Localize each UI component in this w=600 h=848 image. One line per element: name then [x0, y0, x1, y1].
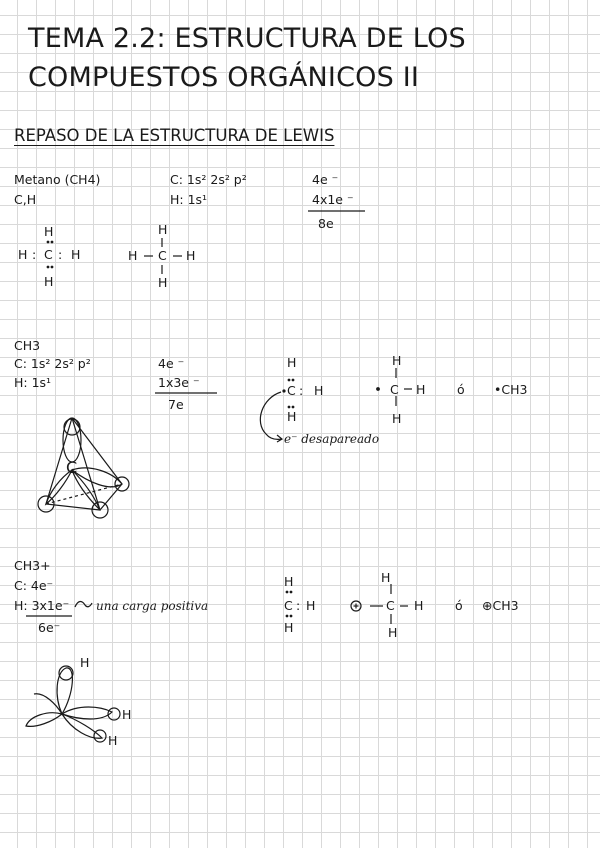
ch3-count-h: 1x3e ⁻ — [158, 375, 200, 390]
ch3plus-charge-note: una carga positiva — [96, 599, 209, 613]
trigonal-h-top: H — [80, 655, 90, 670]
methane-count-c: 4e ⁻ — [312, 172, 339, 187]
ch3-line-h-top: H — [392, 353, 402, 368]
ch3plus-or: ó — [455, 598, 463, 613]
ch3-unpaired-note: e⁻ desapareado — [284, 432, 380, 446]
ch3-count-c: 4e ⁻ — [158, 356, 185, 371]
ch3-radical-formula: •CH3 — [494, 382, 528, 397]
ch3-name: CH3 — [14, 338, 41, 353]
ch3-line-c: C — [390, 382, 399, 397]
methane-line-h-left: H — [128, 248, 138, 263]
methane-formula: C,H — [14, 192, 37, 207]
ch3-line-h-right: H — [416, 382, 426, 397]
ch3-config-h: H: 1s¹ — [14, 375, 52, 390]
page-title-line-1: TEMA 2.2: ESTRUCTURA DE LOS — [28, 23, 466, 54]
methane-config-c: C: 1s² 2s² p² — [170, 172, 247, 187]
methane-bond-lines — [140, 236, 190, 278]
ch3-line-h-bottom: H — [392, 411, 402, 426]
ch3plus-line-h-right: H — [414, 598, 424, 613]
ch3plus-dot-c: C — [284, 598, 293, 613]
ch3plus-cation-formula: ⊕CH3 — [482, 598, 519, 613]
ch3-dot-sep: : — [299, 383, 304, 398]
methane-line-h-bottom: H — [158, 275, 168, 290]
ch3plus-dot-sep: : — [296, 598, 301, 613]
ch3plus-line-h-top: H — [381, 570, 391, 585]
methane-line-h-top: H — [158, 222, 168, 237]
ch3plus-sum-line — [26, 615, 76, 619]
methane-total: 8e — [318, 216, 334, 231]
tetrahedral-orbital-drawing — [30, 412, 140, 522]
ch3plus-vertical-electron-dots — [284, 588, 296, 624]
methane-dot-sep-left: : — [32, 247, 37, 262]
ch3-dot-h-right: H — [314, 383, 324, 398]
section-subtitle: REPASO DE LA ESTRUCTURA DE LEWIS — [14, 126, 335, 145]
ch3-or: ó — [457, 382, 465, 397]
ch3plus-dot-h-bottom: H — [284, 620, 294, 635]
methane-line-c: C — [158, 248, 167, 263]
methane-dot-sep-right: : — [58, 247, 63, 262]
ch3plus-config-c: C: 4e⁻ — [14, 578, 54, 593]
ch3plus-config-h: H: 3x1e⁻ — [14, 598, 70, 613]
trigonal-h-right: H — [122, 707, 132, 722]
methane-count-h: 4x1e ⁻ — [312, 192, 354, 207]
methane-dot-h-bottom: H — [44, 274, 54, 289]
methane-dot-h-right: H — [71, 247, 81, 262]
methane-dot-h-left: H — [18, 247, 28, 262]
ch3-sum-line — [155, 392, 220, 396]
ch3-dot-h-top: H — [287, 355, 297, 370]
ch3plus-total: 6e⁻ — [38, 620, 61, 635]
ch3-total: 7e — [168, 397, 184, 412]
methane-dot-c: C — [44, 247, 53, 262]
ch3plus-dot-h-right: H — [306, 598, 316, 613]
methane-dot-h-top: H — [44, 224, 54, 239]
ch3-config-c: C: 1s² 2s² p² — [14, 356, 91, 371]
methane-sum-line — [308, 210, 368, 214]
trigonal-h-bottom: H — [108, 733, 118, 748]
ch3-bond-lines — [370, 366, 430, 416]
tetrahedron-carbon-label: C — [66, 458, 78, 477]
ch3-dot-c: C — [287, 383, 296, 398]
methane-line-h-right: H — [186, 248, 196, 263]
methane-config-h: H: 1s¹ — [170, 192, 208, 207]
ch3plus-note-arrow — [74, 599, 94, 611]
ch3plus-dot-h-top: H — [284, 574, 294, 589]
ch3plus-bond-lines — [348, 582, 418, 630]
ch3plus-name: CH3+ — [14, 558, 51, 573]
ch3plus-line-c: C — [386, 598, 395, 613]
methane-vertical-electron-dots — [44, 238, 56, 278]
ch3-dot-h-bottom: H — [287, 409, 297, 424]
page-title-line-2: COMPUESTOS ORGÁNICOS II — [28, 62, 420, 93]
methane-name: Metano (CH4) — [14, 172, 101, 187]
ch3plus-line-h-bottom: H — [388, 625, 398, 640]
